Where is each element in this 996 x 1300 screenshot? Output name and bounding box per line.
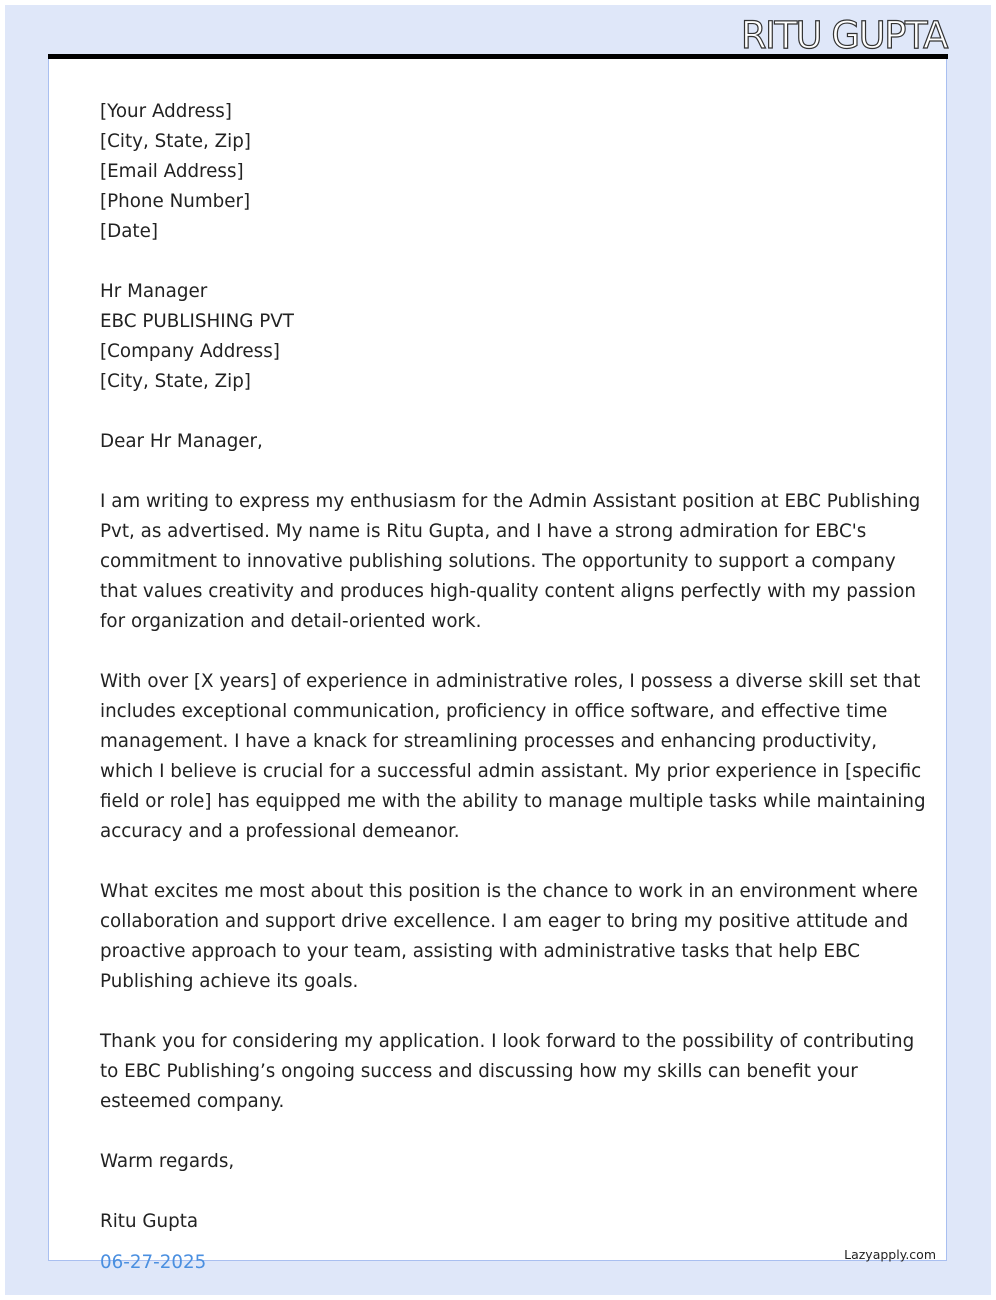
paragraph-line: collaboration and support drive excellence. I am eager to bring my positive attitude and bbox=[100, 911, 909, 932]
footer-date: 06-27-2025 bbox=[100, 1252, 207, 1273]
paragraph-line: With over [X years] of experience in administrative roles, I possess a diverse skill set that bbox=[100, 671, 921, 692]
sender-address: [Your Address] bbox=[100, 101, 232, 122]
sender-date: [Date] bbox=[100, 221, 158, 242]
signature-name: Ritu Gupta bbox=[100, 1211, 199, 1232]
closing: Warm regards, bbox=[100, 1151, 235, 1172]
body-paragraph-1 bbox=[100, 487, 921, 637]
sender-block bbox=[100, 97, 900, 247]
applicant-name-header: RITU GUPTA bbox=[740, 14, 947, 57]
cover-letter-body bbox=[100, 97, 926, 1237]
salutation: Dear Hr Manager, bbox=[100, 431, 263, 452]
paragraph-line: esteemed company. bbox=[100, 1091, 285, 1112]
sender-email: [Email Address] bbox=[100, 161, 244, 182]
paragraph-line: accuracy and a professional demeanor. bbox=[100, 821, 460, 842]
sender-city-state-zip: [City, State, Zip] bbox=[100, 131, 251, 152]
paragraph-line: commitment to innovative publishing solutions. The opportunity to support a company bbox=[100, 551, 896, 572]
paragraph-line: management. I have a knack for streamlining processes and enhancing productivity, bbox=[100, 731, 878, 752]
recipient-city-state-zip: [City, State, Zip] bbox=[100, 371, 251, 392]
body-paragraph-2 bbox=[100, 667, 926, 847]
paragraph-line: Pvt, as advertised. My name is Ritu Gupta, and I have a strong admiration for EBC's bbox=[100, 521, 867, 542]
paragraph-line: field or role] has equipped me with the ability to manage multiple tasks while maintaining bbox=[100, 791, 926, 812]
paragraph-line: includes exceptional communication, proficiency in office software, and effective time bbox=[100, 701, 888, 722]
brand-watermark: Lazyapply.com bbox=[844, 1247, 936, 1262]
recipient-address: [Company Address] bbox=[100, 341, 280, 362]
recipient-block bbox=[100, 277, 900, 397]
body-paragraph-4 bbox=[100, 1027, 915, 1117]
paragraph-line: which I believe is crucial for a successful admin assistant. My prior experience in [specific bbox=[100, 761, 922, 782]
paragraph-line: that values creativity and produces high-quality content aligns perfectly with my passion bbox=[100, 581, 916, 602]
paragraph-line: for organization and detail-oriented work. bbox=[100, 611, 482, 632]
paragraph-line: to EBC Publishing’s ongoing success and discussing how my skills can benefit your bbox=[100, 1061, 858, 1082]
recipient-company: EBC PUBLISHING PVT bbox=[100, 311, 294, 332]
sender-phone: [Phone Number] bbox=[100, 191, 251, 212]
body-paragraph-3 bbox=[100, 877, 918, 997]
paragraph-line: I am writing to express my enthusiasm for the Admin Assistant position at EBC Publishing bbox=[100, 491, 921, 512]
paragraph-line: What excites me most about this position is the chance to work in an environment where bbox=[100, 881, 918, 902]
recipient-title: Hr Manager bbox=[100, 281, 208, 302]
paragraph-line: Thank you for considering my application. I look forward to the possibility of contributing bbox=[100, 1031, 915, 1052]
paragraph-line: Publishing achieve its goals. bbox=[100, 971, 359, 992]
paragraph-line: proactive approach to your team, assisting with administrative tasks that help EBC bbox=[100, 941, 860, 962]
